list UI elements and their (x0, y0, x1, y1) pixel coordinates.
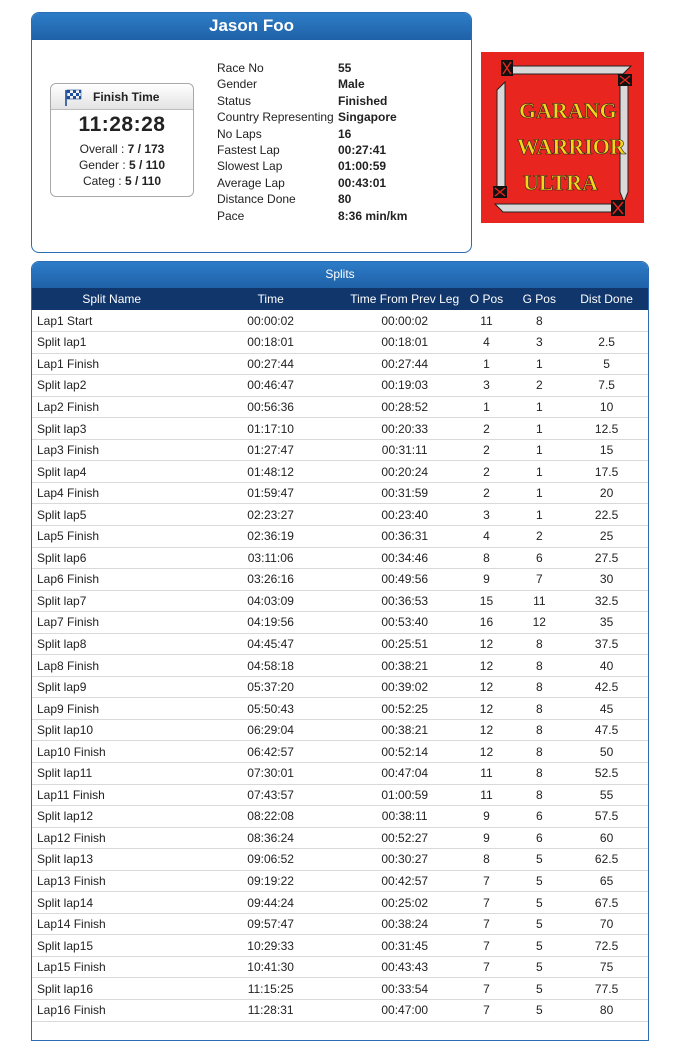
overall-pos-cell: 11 (460, 310, 514, 332)
split-name-cell: Split lap8 (32, 633, 191, 655)
time-cell: 06:42:57 (191, 741, 349, 763)
table-row (32, 418, 648, 440)
prev-leg-time-cell: 00:31:59 (350, 482, 460, 504)
distance-cell: 67.5 (565, 892, 648, 914)
distance-cell: 57.5 (565, 806, 648, 828)
distance-cell: 55 (565, 784, 648, 806)
gender-pos-cell: 12 (513, 612, 565, 634)
logo-line-1: GARANG (519, 98, 617, 123)
table-row (32, 719, 648, 741)
time-cell: 01:17:10 (191, 418, 349, 440)
gender-pos-cell: 5 (513, 1000, 565, 1022)
overall-pos-cell: 7 (460, 956, 514, 978)
detail-value: Singapore (338, 110, 397, 125)
detail-row (217, 175, 407, 191)
gender-pos-cell: 11 (513, 590, 565, 612)
overall-pos-cell: 7 (460, 1000, 514, 1022)
prev-leg-time-cell: 00:52:14 (350, 741, 460, 763)
time-cell: 10:29:33 (191, 935, 349, 957)
prev-leg-time-cell: 00:28:52 (350, 396, 460, 418)
prev-leg-time-cell: 00:30:27 (350, 849, 460, 871)
split-name-cell: Split lap11 (32, 762, 191, 784)
overall-pos-cell: 16 (460, 612, 514, 634)
detail-row (217, 109, 407, 125)
split-name-cell: Lap10 Finish (32, 741, 191, 763)
prev-leg-time-cell: 00:20:33 (350, 418, 460, 440)
overall-pos-cell: 3 (460, 504, 514, 526)
gender-pos-cell: 5 (513, 870, 565, 892)
table-row (32, 504, 648, 526)
distance-cell: 37.5 (565, 633, 648, 655)
prev-leg-time-cell: 00:38:21 (350, 655, 460, 677)
distance-cell: 80 (565, 1000, 648, 1022)
overall-pos-cell: 7 (460, 913, 514, 935)
gender-pos-cell: 5 (513, 935, 565, 957)
table-row (32, 762, 648, 784)
detail-row (217, 126, 407, 142)
table-row (32, 461, 648, 483)
category-rank-label: Categ : (82, 174, 125, 188)
gender-pos-cell: 8 (513, 784, 565, 806)
gender-pos-cell: 1 (513, 439, 565, 461)
distance-cell: 2.5 (565, 332, 648, 354)
time-cell: 04:19:56 (191, 612, 349, 634)
gender-pos-cell: 3 (513, 332, 565, 354)
time-cell: 05:50:43 (191, 698, 349, 720)
distance-cell: 22.5 (565, 504, 648, 526)
split-name-cell: Split lap7 (32, 590, 191, 612)
table-row (32, 332, 648, 354)
distance-cell: 65 (565, 870, 648, 892)
split-name-cell: Lap12 Finish (32, 827, 191, 849)
prev-leg-time-cell: 00:52:27 (350, 827, 460, 849)
overall-pos-cell: 9 (460, 569, 514, 591)
overall-pos-cell: 3 (460, 375, 514, 397)
detail-label: Gender (217, 77, 258, 92)
gender-pos-cell: 7 (513, 569, 565, 591)
gender-pos-cell: 1 (513, 396, 565, 418)
prev-leg-time-cell: 00:34:46 (350, 547, 460, 569)
distance-cell: 7.5 (565, 375, 648, 397)
split-name-cell: Split lap5 (32, 504, 191, 526)
prev-leg-time-cell: 00:19:03 (350, 375, 460, 397)
detail-label: Average Lap (217, 175, 285, 190)
time-cell: 05:37:20 (191, 676, 349, 698)
prev-leg-time-cell: 00:25:02 (350, 892, 460, 914)
distance-cell: 17.5 (565, 461, 648, 483)
time-cell: 11:28:31 (191, 1000, 349, 1022)
gender-pos-cell: 8 (513, 741, 565, 763)
distance-cell: 75 (565, 956, 648, 978)
checkered-flag-icon (63, 87, 83, 107)
distance-cell: 40 (565, 655, 648, 677)
distance-cell: 72.5 (565, 935, 648, 957)
overall-rank-value: 7 / 173 (127, 142, 165, 156)
split-name-cell: Lap2 Finish (32, 396, 191, 418)
gender-pos-cell: 8 (513, 633, 565, 655)
time-cell: 00:27:44 (191, 353, 349, 375)
table-row (32, 1000, 648, 1022)
overall-pos-cell: 9 (460, 806, 514, 828)
gender-pos-cell: 5 (513, 956, 565, 978)
table-row (32, 978, 648, 1000)
table-row (32, 784, 648, 806)
time-cell: 09:57:47 (191, 913, 349, 935)
gender-pos-cell: 8 (513, 698, 565, 720)
table-row (32, 806, 648, 828)
time-cell: 02:23:27 (191, 504, 349, 526)
time-cell: 09:06:52 (191, 849, 349, 871)
prev-leg-time-cell: 00:52:25 (350, 698, 460, 720)
overall-pos-cell: 11 (460, 784, 514, 806)
prev-leg-time-cell: 00:38:11 (350, 806, 460, 828)
gender-pos-cell: 5 (513, 913, 565, 935)
distance-cell: 15 (565, 439, 648, 461)
split-name-cell: Split lap13 (32, 849, 191, 871)
logo-line-2: WARRIOR (517, 134, 626, 159)
split-name-cell: Split lap14 (32, 892, 191, 914)
overall-pos-cell: 12 (460, 633, 514, 655)
detail-value: Finished (338, 93, 388, 108)
table-row (32, 870, 648, 892)
table-row (32, 569, 648, 591)
time-cell: 09:19:22 (191, 870, 349, 892)
table-row (32, 396, 648, 418)
prev-leg-time-cell: 00:43:43 (350, 956, 460, 978)
detail-label: Status (217, 93, 252, 108)
time-cell: 00:56:36 (191, 396, 349, 418)
detail-value: 00:43:01 (338, 175, 387, 190)
gender-pos-cell: 8 (513, 655, 565, 677)
athlete-details (217, 60, 407, 224)
gender-pos-cell: 1 (513, 482, 565, 504)
finish-time-box (50, 83, 194, 197)
table-row (32, 590, 648, 612)
detail-row (217, 208, 407, 224)
distance-cell: 42.5 (565, 676, 648, 698)
prev-leg-time-cell: 00:49:56 (350, 569, 460, 591)
overall-pos-cell: 15 (460, 590, 514, 612)
split-name-cell: Split lap6 (32, 547, 191, 569)
prev-leg-time-cell: 00:20:24 (350, 461, 460, 483)
time-cell: 00:18:01 (191, 332, 349, 354)
time-cell: 00:46:47 (191, 375, 349, 397)
splits-panel (31, 261, 649, 1041)
prev-leg-time-cell: 00:47:00 (350, 1000, 460, 1022)
overall-pos-cell: 12 (460, 719, 514, 741)
overall-pos-cell: 12 (460, 741, 514, 763)
prev-leg-time-cell: 00:31:45 (350, 935, 460, 957)
prev-leg-time-cell: 00:47:04 (350, 762, 460, 784)
overall-pos-cell: 2 (460, 439, 514, 461)
prev-leg-time-cell: 00:36:53 (350, 590, 460, 612)
detail-label: Pace (217, 208, 245, 223)
detail-row (217, 60, 407, 76)
time-cell: 07:43:57 (191, 784, 349, 806)
split-name-cell: Lap7 Finish (32, 612, 191, 634)
overall-rank-label: Overall : (79, 142, 128, 156)
detail-row (217, 158, 407, 174)
gender-pos-cell: 1 (513, 504, 565, 526)
overall-pos-cell: 1 (460, 353, 514, 375)
detail-value: 8:36 min/km (338, 208, 408, 223)
detail-label: Fastest Lap (217, 142, 280, 157)
athlete-card (31, 12, 472, 253)
time-cell: 07:30:01 (191, 762, 349, 784)
split-name-cell: Split lap2 (32, 375, 191, 397)
distance-cell: 5 (565, 353, 648, 375)
gender-rank (51, 157, 193, 173)
splits-header-row (32, 288, 648, 310)
time-cell: 01:48:12 (191, 461, 349, 483)
distance-cell: 62.5 (565, 849, 648, 871)
prev-leg-time-cell: 00:36:31 (350, 525, 460, 547)
prev-leg-time-cell: 00:27:44 (350, 353, 460, 375)
split-name-cell: Split lap4 (32, 461, 191, 483)
overall-pos-cell: 7 (460, 978, 514, 1000)
split-name-cell: Split lap3 (32, 418, 191, 440)
table-row (32, 310, 648, 332)
split-name-cell: Lap1 Start (32, 310, 191, 332)
split-name-cell: Lap13 Finish (32, 870, 191, 892)
splits-title: Splits (32, 262, 648, 288)
overall-pos-cell: 2 (460, 418, 514, 440)
column-header: O Pos (460, 288, 514, 310)
finish-time-header (51, 84, 193, 110)
gender-pos-cell: 1 (513, 461, 565, 483)
category-rank (51, 173, 193, 189)
category-rank-value: 5 / 110 (124, 174, 162, 188)
overall-pos-cell: 7 (460, 870, 514, 892)
split-name-cell: Split lap10 (32, 719, 191, 741)
overall-pos-cell: 4 (460, 525, 514, 547)
detail-row (217, 76, 407, 92)
overall-pos-cell: 8 (460, 547, 514, 569)
prev-leg-time-cell: 00:23:40 (350, 504, 460, 526)
distance-cell: 60 (565, 827, 648, 849)
overall-pos-cell: 12 (460, 655, 514, 677)
time-cell: 03:11:06 (191, 547, 349, 569)
detail-value: 00:27:41 (338, 142, 387, 157)
distance-cell: 47.5 (565, 719, 648, 741)
table-row (32, 935, 648, 957)
split-name-cell: Lap9 Finish (32, 698, 191, 720)
detail-row (217, 93, 407, 109)
table-row (32, 849, 648, 871)
time-cell: 10:41:30 (191, 956, 349, 978)
distance-cell: 30 (565, 569, 648, 591)
split-name-cell: Split lap12 (32, 806, 191, 828)
finish-time-value: 11:28:28 (78, 113, 166, 136)
overall-pos-cell: 4 (460, 332, 514, 354)
time-cell: 06:29:04 (191, 719, 349, 741)
athlete-name: Jason Foo (32, 13, 471, 40)
detail-row (217, 191, 407, 207)
finish-time-label: Finish Time (93, 90, 160, 104)
overall-pos-cell: 1 (460, 396, 514, 418)
gender-rank-label: Gender : (78, 158, 129, 172)
time-cell: 01:27:47 (191, 439, 349, 461)
distance-cell: 12.5 (565, 418, 648, 440)
distance-cell: 45 (565, 698, 648, 720)
prev-leg-time-cell: 00:38:21 (350, 719, 460, 741)
prev-leg-time-cell: 00:53:40 (350, 612, 460, 634)
overall-pos-cell: 12 (460, 676, 514, 698)
split-name-cell: Lap5 Finish (32, 525, 191, 547)
split-name-cell: Lap15 Finish (32, 956, 191, 978)
detail-label: Slowest Lap (217, 159, 283, 174)
gender-pos-cell: 6 (513, 806, 565, 828)
gender-pos-cell: 5 (513, 978, 565, 1000)
split-name-cell: Split lap9 (32, 676, 191, 698)
table-row (32, 612, 648, 634)
overall-pos-cell: 2 (460, 461, 514, 483)
gender-pos-cell: 5 (513, 892, 565, 914)
overall-pos-cell: 8 (460, 849, 514, 871)
distance-cell: 10 (565, 396, 648, 418)
detail-label: Distance Done (217, 192, 296, 207)
prev-leg-time-cell: 00:18:01 (350, 332, 460, 354)
table-row (32, 827, 648, 849)
distance-cell (565, 310, 648, 332)
distance-cell: 77.5 (565, 978, 648, 1000)
table-row (32, 913, 648, 935)
time-cell: 09:44:24 (191, 892, 349, 914)
detail-value: 80 (338, 192, 352, 207)
prev-leg-time-cell: 00:25:51 (350, 633, 460, 655)
table-row (32, 892, 648, 914)
time-cell: 08:22:08 (191, 806, 349, 828)
time-cell: 03:26:16 (191, 569, 349, 591)
distance-cell: 32.5 (565, 590, 648, 612)
overall-pos-cell: 11 (460, 762, 514, 784)
table-row (32, 439, 648, 461)
prev-leg-time-cell: 00:39:02 (350, 676, 460, 698)
overall-rank (51, 141, 193, 157)
split-name-cell: Lap11 Finish (32, 784, 191, 806)
detail-value: 16 (338, 126, 352, 141)
split-name-cell: Lap16 Finish (32, 1000, 191, 1022)
split-name-cell: Lap1 Finish (32, 353, 191, 375)
gender-pos-cell: 1 (513, 418, 565, 440)
split-name-cell: Split lap1 (32, 332, 191, 354)
distance-cell: 52.5 (565, 762, 648, 784)
split-name-cell: Lap6 Finish (32, 569, 191, 591)
gender-pos-cell: 6 (513, 827, 565, 849)
distance-cell: 50 (565, 741, 648, 763)
time-cell: 00:00:02 (191, 310, 349, 332)
split-name-cell: Split lap15 (32, 935, 191, 957)
overall-pos-cell: 2 (460, 482, 514, 504)
column-header: Time (191, 288, 349, 310)
prev-leg-time-cell: 01:00:59 (350, 784, 460, 806)
overall-pos-cell: 7 (460, 892, 514, 914)
split-name-cell: Lap3 Finish (32, 439, 191, 461)
split-name-cell: Lap4 Finish (32, 482, 191, 504)
column-header: G Pos (513, 288, 565, 310)
prev-leg-time-cell: 00:38:24 (350, 913, 460, 935)
prev-leg-time-cell: 00:31:11 (350, 439, 460, 461)
split-name-cell: Lap14 Finish (32, 913, 191, 935)
gender-rank-value: 5 / 110 (128, 158, 166, 172)
garang-warrior-ultra-logo (481, 52, 644, 223)
column-header: Split Name (32, 288, 191, 310)
time-cell: 04:03:09 (191, 590, 349, 612)
table-row (32, 676, 648, 698)
prev-leg-time-cell: 00:00:02 (350, 310, 460, 332)
time-cell: 02:36:19 (191, 525, 349, 547)
gender-pos-cell: 8 (513, 310, 565, 332)
prev-leg-time-cell: 00:42:57 (350, 870, 460, 892)
table-row (32, 741, 648, 763)
detail-value: 01:00:59 (338, 159, 387, 174)
time-cell: 04:58:18 (191, 655, 349, 677)
gender-pos-cell: 2 (513, 375, 565, 397)
time-cell: 08:36:24 (191, 827, 349, 849)
table-row (32, 482, 648, 504)
time-cell: 11:15:25 (191, 978, 349, 1000)
distance-cell: 20 (565, 482, 648, 504)
detail-label: No Laps (217, 126, 262, 141)
table-row (32, 633, 648, 655)
overall-pos-cell: 9 (460, 827, 514, 849)
gender-pos-cell: 8 (513, 676, 565, 698)
column-header: Time From Prev Leg (350, 288, 460, 310)
gender-pos-cell: 5 (513, 849, 565, 871)
gender-pos-cell: 8 (513, 719, 565, 741)
overall-pos-cell: 12 (460, 698, 514, 720)
prev-leg-time-cell: 00:33:54 (350, 978, 460, 1000)
time-cell: 01:59:47 (191, 482, 349, 504)
table-row (32, 375, 648, 397)
splits-table (32, 288, 648, 1022)
split-name-cell: Split lap16 (32, 978, 191, 1000)
detail-row (217, 142, 407, 158)
column-header: Dist Done (565, 288, 648, 310)
gender-pos-cell: 1 (513, 353, 565, 375)
distance-cell: 25 (565, 525, 648, 547)
logo-line-3: ULTRA (523, 170, 598, 195)
distance-cell: 70 (565, 913, 648, 935)
table-row (32, 698, 648, 720)
gender-pos-cell: 2 (513, 525, 565, 547)
gender-pos-cell: 8 (513, 762, 565, 784)
table-row (32, 353, 648, 375)
table-row (32, 547, 648, 569)
gender-pos-cell: 6 (513, 547, 565, 569)
detail-label: Race No (217, 61, 264, 75)
detail-label: Country Representing (217, 110, 334, 125)
table-row (32, 655, 648, 677)
overall-pos-cell: 7 (460, 935, 514, 957)
split-name-cell: Lap8 Finish (32, 655, 191, 677)
distance-cell: 35 (565, 612, 648, 634)
table-row (32, 525, 648, 547)
time-cell: 04:45:47 (191, 633, 349, 655)
detail-value: 55 (338, 61, 352, 75)
detail-value: Male (338, 77, 365, 92)
table-row (32, 956, 648, 978)
distance-cell: 27.5 (565, 547, 648, 569)
